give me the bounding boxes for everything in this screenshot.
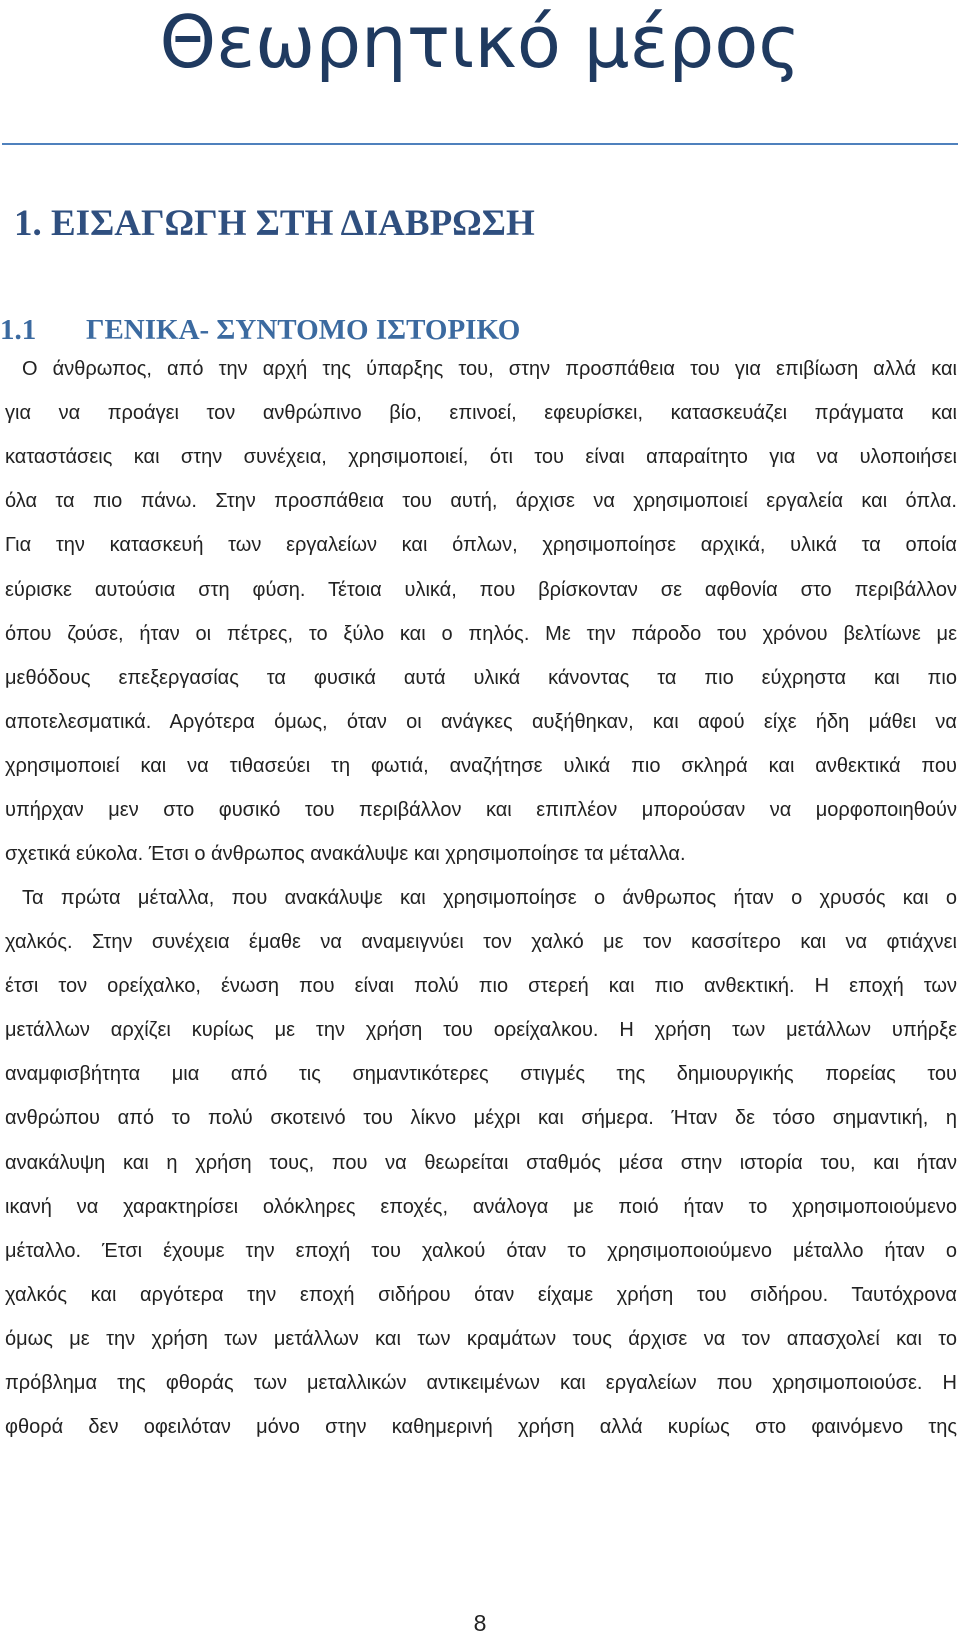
text-line: αναμφισβήτητα μια από τις σημαντικότερες στιγμές της δημιουργικής πορείας του: [5, 1063, 957, 1085]
text-line: μέταλλο. Έτσι έχουμε την εποχή του χαλκού όταν το χρησιμοποιούμενο μέταλλο ήταν ο: [5, 1240, 957, 1262]
section-number: 1.1: [0, 314, 37, 346]
text-line: χαλκός. Στην συνέχεια έμαθε να αναμειγνύει τον χαλκό με τον κασσίτερο και να φτιάχνει: [5, 931, 957, 953]
text-line: για να προάγει τον ανθρώπινο βίο, επινοεί, εφευρίσκει, κατασκευάζει πράγματα και: [5, 402, 957, 424]
text-line: Για την κατασκευή των εργαλείων και όπλων, χρησιμοποίησε αρχικά, υλικά τα οποία: [5, 534, 957, 556]
text-line: πρόβλημα της φθοράς των μεταλλικών αντικειμένων και εργαλείων που χρησιμοποιούσε. Η: [5, 1372, 957, 1394]
chapter-heading: 1. ΕΙΣΑΓΩΓΗ ΣΤΗ ΔΙΑΒΡΩΣΗ: [14, 203, 535, 244]
text-line: όπου ζούσε, ήταν οι πέτρες, το ξύλο και ο πηλός. Με την πάροδο του χρόνου βελτίωνε με: [5, 623, 957, 645]
text-line: υπήρχαν μεν στο φυσικό του περιβάλλον και επιπλέον μπορούσαν να μορφοποιηθούν: [5, 799, 957, 821]
text-line: αποτελεσματικά. Αργότερα όμως, όταν οι ανάγκες αυξήθηκαν, και αφού είχε ήδη μάθει να: [5, 711, 957, 733]
text-line: Τα πρώτα μέταλλα, που ανακάλυψε και χρησιμοποίησε ο άνθρωπος ήταν ο χρυσός και ο: [22, 887, 957, 909]
page-number: 8: [473, 1610, 487, 1636]
page-title: Θεωρητικό μέρος: [159, 0, 801, 84]
text-line: καταστάσεις και στην συνέχεια, χρησιμοποιεί, ότι του είναι απαραίτητο για να υλοποιήσει: [5, 446, 957, 468]
text-line: έτσι τον ορείχαλκο, ένωση που είναι πολύ πιο στερεή και πιο ανθεκτική. Η εποχή των: [5, 975, 957, 997]
text-line: σχετικά εύκολα. Έτσι ο άνθρωπος ανακάλυψε και χρησιμοποίησε τα μέταλλα.: [5, 843, 686, 865]
text-line: μετάλλων αρχίζει κυρίως με την χρήση του ορείχαλκου. Η χρήση των μετάλλων υπήρξε: [5, 1019, 957, 1041]
text-line: ικανή να χαρακτηρίσει ολόκληρες εποχές, ανάλογα με ποιό ήταν το χρησιμοποιούμενο: [5, 1196, 957, 1218]
text-line: ανακάλυψη και η χρήση τους, που να θεωρείται σταθμός μέσα στην ιστορία του, και ήταν: [5, 1152, 957, 1174]
section-title: ΓΕΝΙΚΑ- ΣΥΝΤΟΜΟ ΙΣΤΟΡΙΚΟ: [86, 314, 521, 346]
text-line: εύρισκε αυτούσια στη φύση. Τέτοια υλικά, που βρίσκονταν σε αφθονία στο περιβάλλον: [5, 579, 957, 601]
text-line: όμως με την χρήση των μετάλλων και των κραμάτων τους άρχισε να τον απασχολεί και το: [5, 1328, 957, 1350]
text-line: φθορά δεν οφειλόταν μόνο στην καθημερινή χρήση αλλά κυρίως στο φαινόμενο της: [5, 1416, 957, 1438]
text-line: όλα τα πιο πάνω. Στην προσπάθεια του αυτή, άρχισε να χρησιμοποιεί εργαλεία και όπλα.: [5, 490, 957, 512]
text-line: μεθόδους επεξεργασίας τα φυσικά αυτά υλικά κάνοντας τα πιο εύχρηστα και πιο: [5, 667, 957, 689]
text-line: Ο άνθρωπος, από την αρχή της ύπαρξης του, στην προσπάθεια του για επιβίωση αλλά και: [22, 358, 957, 380]
text-line: ανθρώπου από το πολύ σκοτεινό του λίκνο μέχρι και σήμερα. Ήταν δε τόσο σημαντική, η: [5, 1107, 957, 1129]
text-line: χαλκός και αργότερα την εποχή σιδήρου όταν είχαμε χρήση του σιδήρου. Ταυτόχρονα: [5, 1284, 957, 1306]
text-line: χρησιμοποιεί και να τιθασεύει τη φωτιά, αναζήτησε υλικά πιο σκληρά και ανθεκτικά που: [5, 755, 957, 777]
title-divider: [2, 143, 958, 145]
section-heading: [0, 310, 520, 350]
